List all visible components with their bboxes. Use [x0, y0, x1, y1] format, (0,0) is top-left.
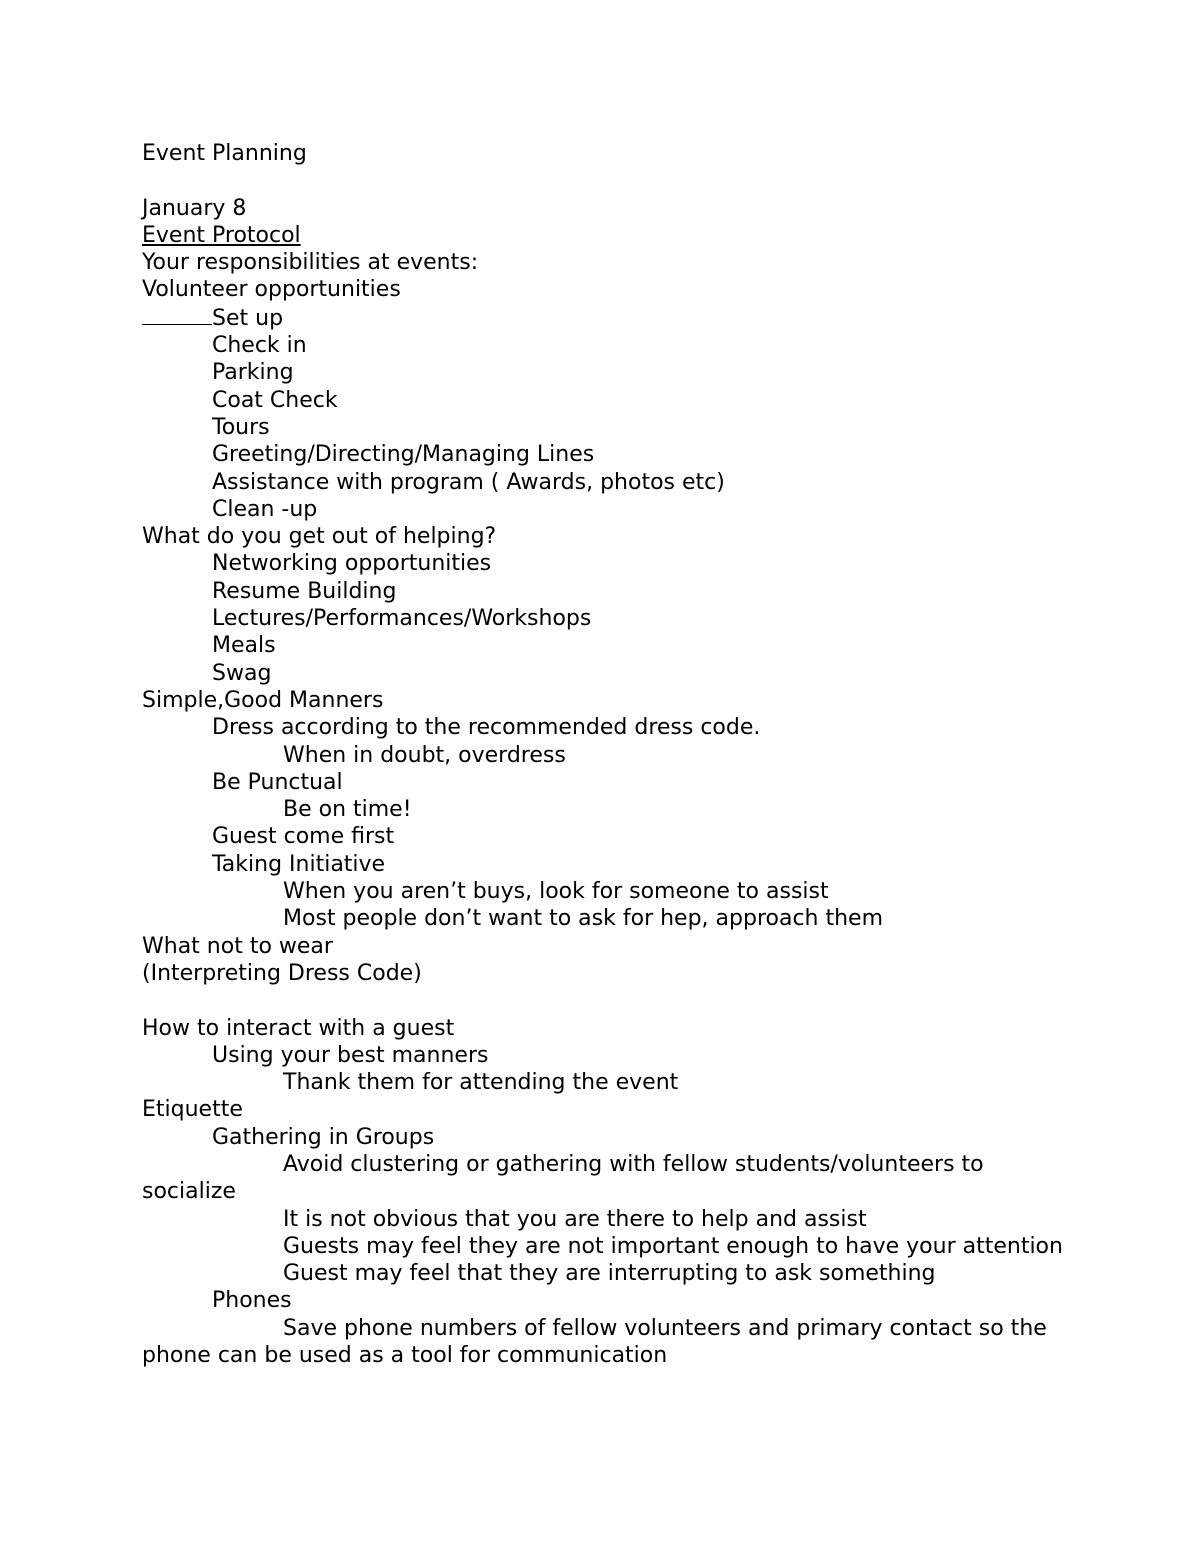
- etiquette-subitem: Save phone numbers of fellow volunteers and primary contact so the phone can be used as a tool for communication: [142, 1315, 1047, 1369]
- etiquette-item: Gathering in Groups: [212, 1124, 435, 1150]
- manners-item: Guest come first: [212, 824, 395, 850]
- volunteer-item: Coat Check: [212, 387, 338, 413]
- manners-subitem: Most people don’t want to ask for hep, approach them: [283, 906, 884, 932]
- benefits-heading: What do you get out of helping?: [142, 524, 497, 550]
- manners-subitem: When in doubt, overdress: [283, 742, 566, 768]
- wear-heading: What not to wear: [142, 933, 333, 959]
- volunteer-item: Greeting/Directing/Managing Lines: [212, 442, 595, 468]
- manners-heading: Simple,Good Manners: [142, 687, 384, 713]
- benefit-item: Meals: [212, 633, 276, 659]
- benefit-item: Lectures/Performances/Workshops: [212, 606, 592, 632]
- section-heading-text: Event Protocol: [142, 222, 301, 248]
- etiquette-subitem: Guest may feel that they are interrupting to ask something: [283, 1261, 936, 1287]
- section-heading: [142, 222, 1072, 249]
- benefit-item: Networking opportunities: [212, 551, 492, 577]
- volunteer-heading: Volunteer opportunities: [142, 277, 401, 303]
- volunteer-item-label: Set up: [212, 305, 284, 331]
- volunteer-item: Parking: [212, 360, 294, 386]
- volunteer-item: Check in: [212, 333, 307, 359]
- blank-underline: [142, 304, 212, 325]
- benefit-item: Swag: [212, 660, 272, 686]
- interact-subitem: Thank them for attending the event: [283, 1070, 679, 1096]
- etiquette-subitem: Avoid clustering or gathering with fellow students/volunteers to socialize: [142, 1151, 984, 1205]
- manners-item: Dress according to the recommended dress code.: [212, 715, 761, 741]
- etiquette-item: Phones: [212, 1288, 292, 1314]
- etiquette-heading: Etiquette: [142, 1097, 243, 1123]
- volunteer-item: Assistance with program ( Awards, photos etc): [212, 469, 725, 495]
- benefit-item: Resume Building: [212, 578, 397, 604]
- wear-subheading: (Interpreting Dress Code): [142, 960, 422, 986]
- responsibilities-line: Your responsibilities at events:: [142, 250, 479, 276]
- volunteer-item: Tours: [212, 414, 270, 440]
- manners-item: Be Punctual: [212, 769, 343, 795]
- interact-heading: How to interact with a guest: [142, 1015, 455, 1041]
- manners-item: Taking Initiative: [212, 851, 386, 877]
- blank-line: [142, 987, 1072, 1014]
- date-line: January 8: [142, 195, 247, 221]
- manners-subitem: Be on time!: [283, 797, 412, 823]
- manners-subitem: When you aren’t buys, look for someone to assist: [283, 879, 829, 905]
- document-title: Event Planning: [142, 141, 307, 166]
- etiquette-subitem: Guests may feel they are not important enough to have your attention: [283, 1233, 1063, 1259]
- interact-item: Using your best manners: [212, 1042, 489, 1068]
- etiquette-subitem: It is not obvious that you are there to help and assist: [283, 1206, 867, 1232]
- document-page: [142, 140, 1072, 1369]
- volunteer-item-setup: [142, 304, 1072, 332]
- volunteer-item: Clean -up: [212, 496, 318, 522]
